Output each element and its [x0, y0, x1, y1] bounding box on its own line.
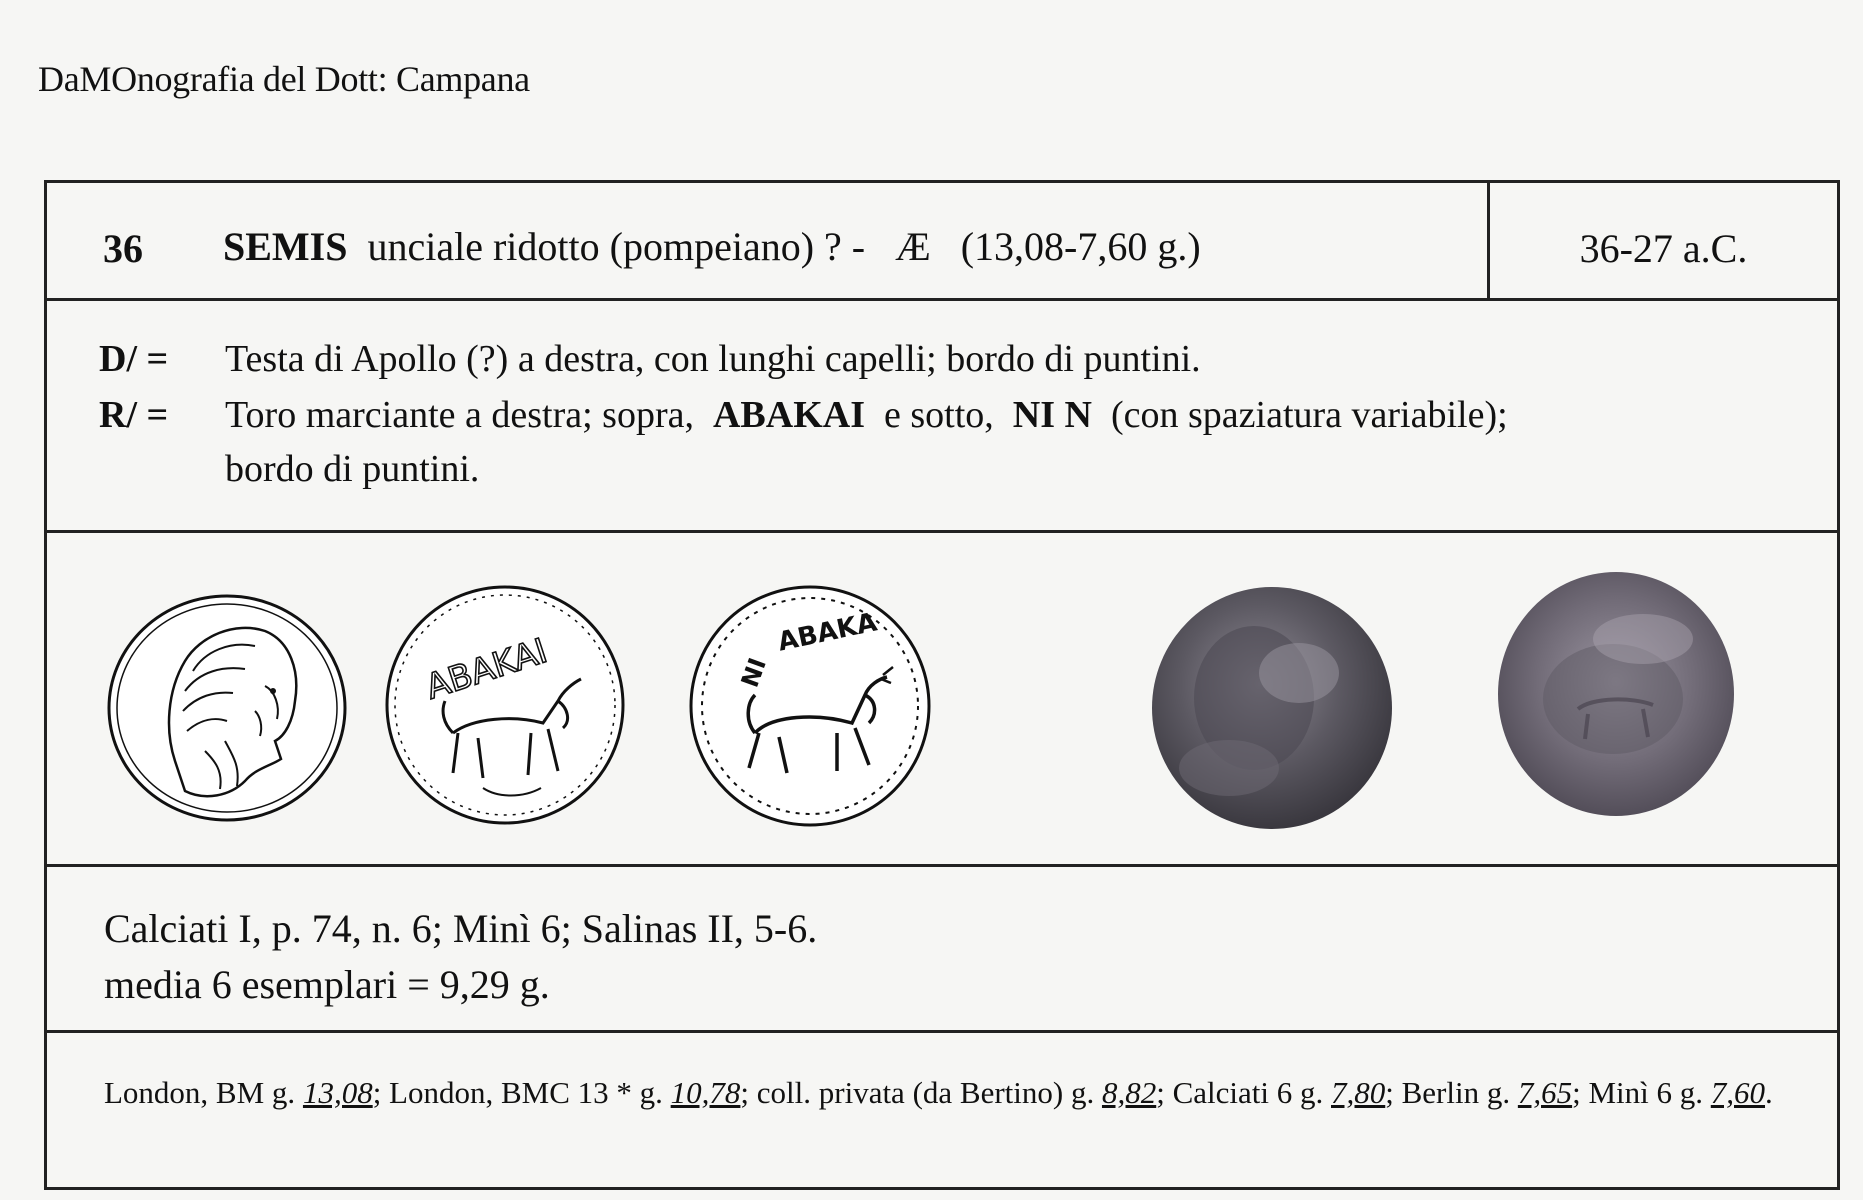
denomination: SEMIS — [223, 224, 348, 269]
obverse-photo-image — [1149, 583, 1395, 833]
metal: Æ — [895, 224, 931, 269]
references-row — [47, 867, 1837, 1033]
title-cell — [47, 183, 1490, 298]
specimen-2-label: ; London, BMC 13 * g. — [372, 1075, 671, 1110]
specimen-4-label: ; Calciati 6 g. — [1156, 1075, 1331, 1110]
references-line-2: media 6 esemplari = 9,29 g. — [104, 962, 550, 1007]
denomination-description: unciale ridotto (pompeiano) ? - — [367, 224, 866, 269]
reverse-variant-drawing-image — [687, 583, 933, 829]
obverse-label: D/ = — [99, 338, 169, 380]
reverse-text-a: Toro marciante a destra; sopra, — [225, 394, 694, 436]
specimen-1-weight: 13,08 — [302, 1075, 373, 1110]
reverse-text — [225, 393, 1508, 437]
reverse-text-continued: bordo di puntini. — [225, 448, 480, 490]
description-row — [47, 301, 1837, 533]
reverse-legend-bottom: NI N — [1012, 394, 1092, 436]
reverse-legend-top: ABAKAI — [712, 394, 866, 436]
coin-images-row — [47, 533, 1837, 867]
specimen-6-weight: 7,60 — [1710, 1075, 1766, 1110]
references-line-1: Calciati I, p. 74, n. 6; Minì 6; Salinas II, 5-6. — [104, 906, 818, 951]
specimen-3-label: ; coll. privata (da Bertino) g. — [740, 1075, 1102, 1110]
coin-entry-card — [44, 180, 1840, 1190]
obverse-text: Testa di Apollo (?) a destra, con lunghi capelli; bordo di puntini. — [225, 338, 1201, 380]
specimen-5-label: ; Berlin g. — [1385, 1075, 1518, 1110]
specimen-3-weight: 8,82 — [1101, 1075, 1157, 1110]
weight-range: (13,08-7,60 g.) — [960, 224, 1201, 269]
entry-date: 36-27 a.C. — [1579, 226, 1748, 271]
reverse-drawing-image — [383, 583, 627, 827]
specimen-4-weight: 7,80 — [1331, 1075, 1386, 1110]
reverse-text-b: e sotto, — [884, 394, 994, 436]
drawing-legend-3: NI — [735, 654, 772, 692]
page-header: DaMOnografia del Dott: Campana — [38, 59, 530, 99]
specimen-5-weight: 7,65 — [1517, 1075, 1573, 1110]
specimens-row — [47, 1033, 1837, 1187]
reverse-photo-image — [1493, 569, 1739, 819]
specimen-6-label: ; Minì 6 g. — [1572, 1075, 1711, 1110]
specimen-1-label: London, BM g. — [104, 1075, 303, 1110]
entry-number: 36 — [103, 226, 143, 271]
specimen-2-weight: 10,78 — [670, 1075, 741, 1110]
drawing-legend-1: ABAKAI — [421, 631, 553, 708]
drawing-legend-2: ABAKA — [775, 607, 880, 658]
entry-title — [223, 223, 1201, 270]
specimens-end: . — [1765, 1075, 1773, 1110]
reverse-text-c: (con spaziatura variabile); — [1110, 394, 1508, 436]
specimens-text — [104, 1065, 1794, 1121]
reverse-label: R/ = — [99, 394, 169, 436]
obverse-drawing-image — [105, 591, 349, 825]
title-row — [47, 183, 1837, 301]
